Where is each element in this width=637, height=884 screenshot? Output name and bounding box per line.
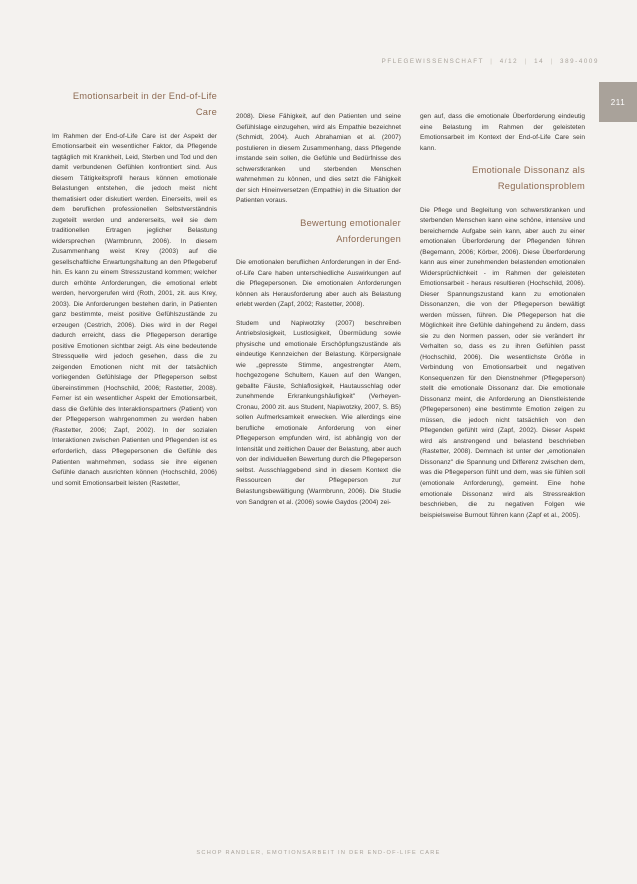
running-head-issue: 4/12: [499, 58, 519, 65]
running-head-separator-3: |: [550, 58, 554, 65]
running-head: [0, 58, 599, 65]
text-columns: [52, 88, 585, 826]
running-head-separator-1: |: [490, 58, 494, 65]
paragraph: Die emotionalen beruflichen Anforderungen in der End-of-Life Care haben unterschiedliche Auswirkungen auf die Pflegepersonen. Die emotionalen Anforderungen können als Herausforderung aber auch als Belastung erlebt werden (Zapf, 2002; Rastetter, 2008).: [236, 259, 401, 309]
column-3-spacer: [420, 88, 585, 112]
page-number: 211: [610, 97, 626, 107]
column-1: [52, 88, 217, 826]
section-title-bewertung: Bewertung emotionaler Anforderungen: [300, 217, 401, 244]
paragraph: 2008). Diese Fähigkeit, auf den Patienten und seine Gefühlslage einzugehen, wird als Empathie bezeichnet (Schmidt, 2004). Auch Abrahamian et al. (2007) postulieren in diesem Zusammenhang, dass Pflegende imstande sein sollen, die Gefühle und Bedürfnisse des schwerstkranken und sterbenden Menschen wahrnehmen zu können, und dies setzt die Fähigkeit der sich Hineinversetzen (Empathie) in die Situation der Patienten voraus.: [236, 113, 401, 205]
paragraph: Die Pflege und Begleitung von schwerstkranken und sterbenden Menschen kann eine schöne, intensive und bereichernde Aufgabe sein kann, aber auch zu einer emotionalen Überforderung der Pflegenden führen (Begemann, 2006; Körber, 2006). Diese Überforderung kann aus einer zunehmenden belastenden emotionalen Widersprüchlichkeit - im Rahmen der geleisteten Emotionsarbeit - heraus resultieren (Hochschild, 2006). Dieser Spannungszustand kann zu emotionalen Dissonanzen, die von der Pflegeperson bewältigt werden müssen, führen. Die Pflegeperson hat die Möglichkeit ihre Gefühle dahingehend zu ändern, dass sie zu den Normen passen, oder sie verändert ihr Verhalten so, dass es zu ihren Gefühlen passt (Hochschild, 2006). Die wesentlichste Größe in Verbindung von Emotionsarbeit und negativen Konsequenzen für den Dienstnehmer (Pflegeperson) stellt die emotionale Dissonanz dar. Die emotionale Dissonanz meint, die Anforderung an Dienstleistende (Pflegepersonen) eine bestimmte Emotion zeigen zu müssen, die jedoch nicht tatsächlich von den Pflegenden gefühlt wird (Zapf, 2002). Dieser Aspekt wird als anstrengend und belastend beschrieben (Rastetter, 2008). Demnach ist unter der „emotionalen Dissonanz" die Spannung und Differenz zwischen dem, was die Pflegeperson fühlt und dem, was sie fühlen soll (emotionale Anforderung), gemeint. Eine hohe emotionale Dissonanz wird als Stressreaktion beschrieben, die zu negativen Folgen wie beispielsweise Burnout führen kann (Zapf et al., 2005).: [420, 206, 585, 519]
page-number-tab: [599, 82, 637, 122]
running-head-journal: PFLEGEWISSENSCHAFT: [381, 58, 484, 65]
running-head-separator-2: |: [524, 58, 528, 65]
running-head-pages: 389-4009: [560, 58, 599, 65]
column-2: [236, 88, 401, 826]
page-footer: SCHOP RANDLER, EMOTIONSARBEIT IN DER END-OF-LIFE CARE: [196, 850, 441, 856]
section-title-dissonanz: Emotionale Dissonanz als Regulationsproblem: [472, 165, 585, 192]
running-head-volume: 14: [534, 58, 545, 65]
section-title-emotionsarbeit: Emotionsarbeit in der End-of-Life Care: [72, 91, 217, 118]
column-2-spacer: [236, 88, 401, 112]
column-3: [420, 88, 585, 826]
paragraph: Im Rahmen der End-of-Life Care ist der Aspekt der Emotionsarbeit ein wesentlicher Faktor, da Pflegende tagtäglich mit Krankheit, Leid, Sterben und Tod und den damit verbundenen Gefühlen konfrontiert sind. Aus diesem Tätigkeitsprofil heraus können emotionale Belastungen entstehen, die jedoch meist nicht thematisiert oder diskutiert werden. Einerseits, weil es dem beruflichen professionellen Selbstverständnis zugeteilt werden und andererseits, weil sie dem traditionellen Ertragen jeglicher Belastung widersprechen (Warmbrunn, 2006). In diesem Zusammenhang weist Krey (2003) auf die gesellschaftliche Erwartungshaltung an den Pflegeberuf hin. Es kann zu einem Stresszustand kommen; welcher durch erhöhte Anforderungen, die emotional erlebt werden, hervorgerufen wird (Roth, 2001, zit. aus Krey, 2003). Die Anforderungen bestehen darin, in Patienten ganz bestimmte, meist positive Gefühlszustände zu erzeugen (Cestrich, 2006). Dies wird in der Regel dadurch erreicht, dass die Pflegeperson derartige positive Emotionen sichtbar zeigt. Als eine bedeutende Stressquelle wird jedoch gesehen, dass die zu zeigenden Emotionen nicht mit der tatsächlich vorliegenden Gefühlslage der Pflegeperson selbst übereinstimmen (Hochschild, 2006; Rastetter, 2008). Ferner ist ein wesentlicher Aspekt der Emotionsarbeit, dass die Gefühle des Interaktionspartners (Patient) von der Pflegeperson wahrgenommen zu werden haben (Rastetter, 2006; Zapf, 2002). In der sozialen Interaktionen zwischen Patienten und Pflegenden ist es erforderlich, dass Pflegepersonen die Gefühle des Patienten wahrnehmen, sodass sie ihre eigenen Gefühle danach ausrichten können (Hochschild, 2006) und somit Emotionsarbeit leisten (Rastetter,: [52, 132, 217, 487]
paragraph: gen auf, dass die emotionale Überforderung eindeutig eine Belastung im Rahmen der geleisteten Emotionsarbeit im Kontext der End-of-Life Care sein kann.: [420, 113, 585, 152]
paragraph: Studem und Napiwotzky (2007) beschreiben Antriebslosigkeit, Lustlosigkeit, Übermüdung sowie physische und emotionale Erschöpfungszustände als eindeutige Kennzeichen der Belastung. Körpersignale wie „gepresste Stimme, angestrengter Atem, hochgezogene Schultern, Kauen auf den Wangen, geballte Fäuste, Schlaflosigkeit, Hautausschlag oder zunehmende Erkrankungshäufigkeit" (Verheyen-Cronau, 2000 zit. aus Student, Napiwotzky, 2007, S. B5) sollen Aufmerksamkeit erwecken. Wie allerdings eine berufliche emotionale Anforderung von einer Pflegeperson empfunden wird, ist abhängig von der Intensität und zeitlichen Dauer der Belastung, aber auch von der individuellen Bewertung durch die Pflegeperson selbst. Ausschlaggebend sind in diesem Kontext die Ressourcen der Pflegeperson zur Belastungsbewältigung (Warmbrunn, 2006). Die Studie von Sandgren et al. (2006) sowie Gaydos (2004) zei-: [236, 319, 401, 506]
